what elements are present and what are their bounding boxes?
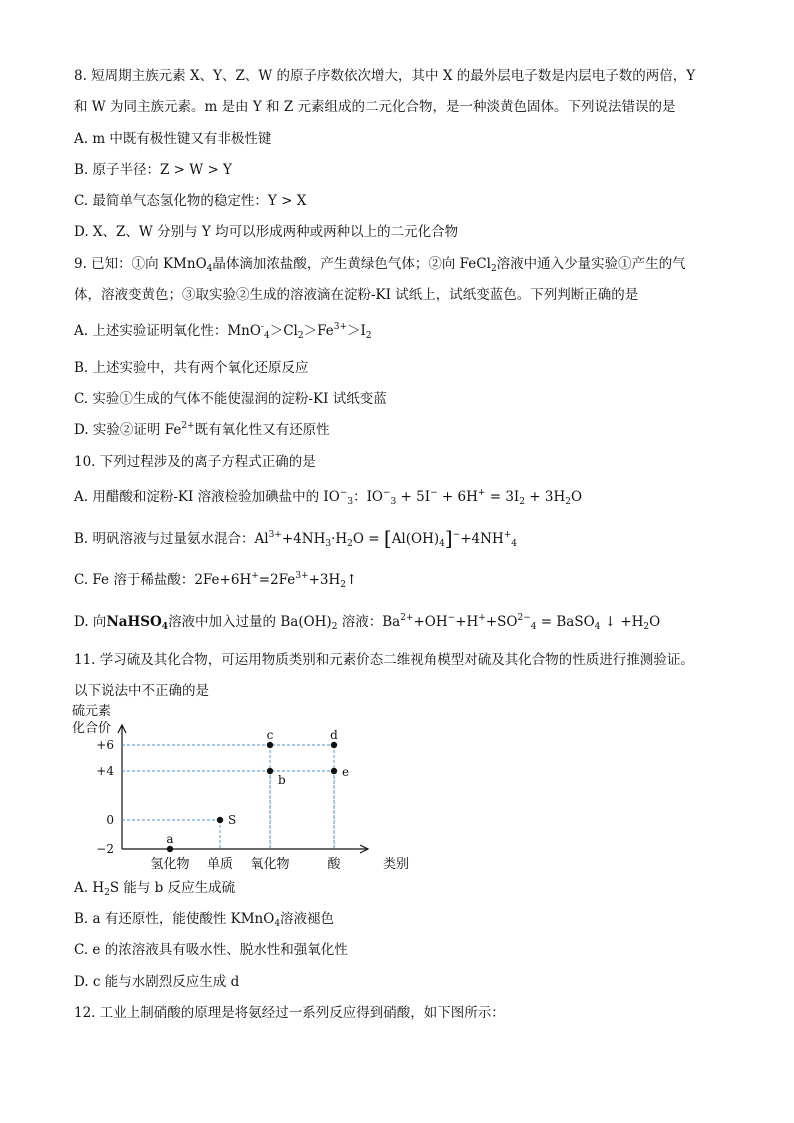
q8-option-a: A. m 中既有极性键又有非极性键 [74,131,272,147]
data-point-d [331,742,337,748]
x-category-label: 氧化物 [250,857,290,872]
q10-option-c: C. Fe 溶于稀盐酸：$2Fe+6H^+=2Fe^{3+}+3H_2↑$ [74,571,358,590]
q11-option-b: B. a 有还原性，能使酸性 KMnO$_4$溶液褪色 [74,911,335,929]
q10-option-d: D. 向NaHSO$_4$溶液中加入过量的 $Ba(OH)_2$ 溶液：$Ba^{2+}+OH^-+H^++SO^{2-}_4$ = BaSO$_4$ ↓ $+H_2O$ [74,613,661,632]
q11-stem-line2: 以下说法中不正确的是 [74,683,209,699]
q9-option-d: D. 实验②证明 $Fe^{2+}$既有氧化性又有还原性 [74,421,330,438]
point-label-b: b [278,773,286,787]
q10-option-a: A. 用醋酸和淀粉-KI 溶液检验加碘盐中的 $IO^-_3$：$IO^-_3 + 5I^- + 6H^+ = 3I_2 + 3H_2O$ [74,488,583,507]
sulfur-valence-chart [66,703,426,878]
q11-option-c: C. e 的浓溶液具有吸水性、脱水性和强氧化性 [74,942,348,958]
point-label-d: d [330,728,338,742]
x-category-label: 酸 [327,857,341,872]
q10-stem: 10. 下列过程涉及的离子方程式正确的是 [74,454,316,470]
y-tick-label: 0 [106,813,114,827]
q10-option-b: B. 明矾溶液与过量氨水混合：$Al^{3+}+4NH_3\cdot H_2O = [Al(OH)_4]^-+4NH^+_4$ [74,526,518,550]
point-label-c: c [266,728,274,742]
q11-stem-line1: 11. 学习硫及其化合物，可运用物质类别和元素价态二维视角模型对硫及其化合物的性质进行推测验证。 [74,652,694,668]
y-axis-label: 硫元素化合价 [72,704,112,736]
q11-option-d: D. c 能与水剧烈反应生成 d [74,974,240,990]
q8-option-b: B. 原子半径：Z > W > Y [74,162,232,178]
q9-option-b: B. 上述实验中，共有两个氧化还原反应 [74,360,309,376]
data-point-S [217,817,223,823]
data-point-c [267,742,273,748]
q8-stem-line2: 和 W 为同主族元素。m 是由 Y 和 Z 元素组成的二元化合物，是一种淡黄色固体。下列说法错误的是 [74,99,676,115]
point-label-S: S [228,813,237,827]
x-category-label: 单质 [206,857,234,872]
q11-option-a: A. $H_2S$ 能与 b 反应生成硫 [74,880,236,898]
y-tick-label: +6 [96,738,114,752]
y-tick-label: −2 [96,842,114,856]
x-axis-label: 类别 [382,857,410,872]
y-tick-label: +4 [96,764,114,778]
q8-stem-line1: 8. 短周期主族元素 X、Y、Z、W 的原子序数依次增大，其中 X 的最外层电子数是内层电子数的两倍，Y [74,68,696,84]
q12-stem: 12. 工业上制硝酸的原理是将氨经过一系列反应得到硝酸，如下图所示： [74,1005,505,1021]
x-category-label: 氢化物 [150,857,190,872]
data-point-a [167,846,173,852]
q8-option-c: C. 最简单气态氢化物的稳定性：Y > X [74,193,307,209]
data-point-b [267,768,273,774]
q8-option-d: D. X、Z、W 分别与 Y 均可以形成两种或两种以上的二元化合物 [74,224,459,240]
q9-option-c: C. 实验①生成的气体不能使湿润的淀粉-KI 试纸变蓝 [74,391,387,407]
point-label-a: a [166,832,174,846]
q9-stem-line2: 体，溶液变黄色；③取实验②生成的溶液滴在淀粉-KI 试纸上，试纸变蓝色。下列判断正确的是 [74,287,639,303]
q9-option-a: A. 上述实验证明氧化性：$MnO^-_4>Cl_2>Fe^{3+}>I_2$ [74,322,372,341]
point-label-e: e [342,765,350,779]
data-point-e [331,768,337,774]
q9-stem-line1: 9. 已知：①向 KMnO$_4$晶体滴加浓盐酸，产生黄绿色气体；②向 FeCl$_2$溶液中通入少量实验①产生的气 [74,256,686,274]
